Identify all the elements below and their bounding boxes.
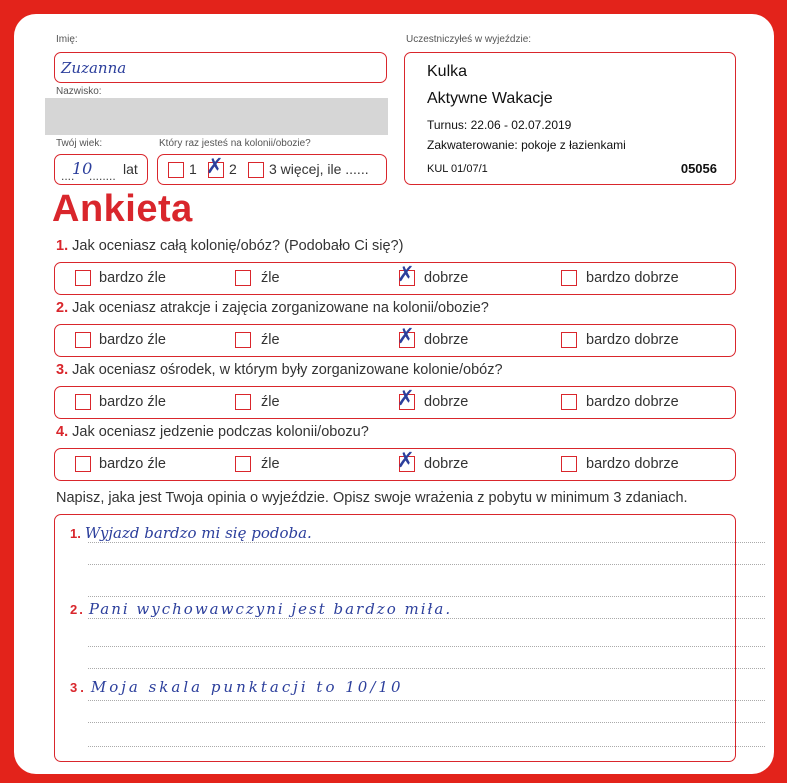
question-3: 3. Jak oceniasz ośrodek, w którym były zorganizowane kolonie/obóz? xyxy=(56,362,503,378)
check-mark-icon: ✗ xyxy=(397,386,415,410)
name-label: Imię: xyxy=(56,34,78,45)
line-divider xyxy=(88,646,765,647)
trip-turnus xyxy=(427,118,571,132)
question-1: 1. Jak oceniasz całą kolonię/obóz? (Podobało Ci się?) xyxy=(56,238,404,254)
turnus-value: 22.06 - 02.07.2019 xyxy=(470,118,572,132)
name-value: Zuzanna xyxy=(61,59,127,77)
q1-checkbox-bardzo-zle[interactable] xyxy=(75,270,91,286)
age-label: Twój wiek: xyxy=(56,138,103,149)
q2-checkbox-bardzo-zle[interactable] xyxy=(75,332,91,348)
q2-checkbox-bardzo-dobrze[interactable] xyxy=(561,332,577,348)
trip-accommodation xyxy=(427,138,626,152)
trip-info-box xyxy=(404,52,736,185)
rating-row-1: bardzo źle źle ✗ dobrze bardzo dobrze xyxy=(54,262,736,295)
opinion-line-2: 2. Pani wychowawczyni jest bardzo miła. xyxy=(70,600,453,618)
turnus-label: Turnus: xyxy=(427,118,468,132)
check-mark-icon: ✗ xyxy=(397,262,415,286)
check-mark-icon: ✗ xyxy=(397,448,415,472)
q3-checkbox-dobrze[interactable] xyxy=(397,386,415,410)
q2-checkbox-zle[interactable] xyxy=(235,332,251,348)
line-divider xyxy=(88,542,765,543)
q4-checkbox-dobrze[interactable] xyxy=(397,448,415,472)
q1-checkbox-dobrze[interactable] xyxy=(397,262,415,286)
q4-checkbox-bardzo-dobrze[interactable] xyxy=(561,456,577,472)
age-value: 10 xyxy=(72,159,93,178)
survey-title: Ankieta xyxy=(52,188,193,230)
opinion-prompt: Napisz, jaka jest Twoja opinia o wyjeździe. Opisz swoje wrażenia z pobytu w minimum 3 zdaniach. xyxy=(56,490,688,506)
line-divider xyxy=(88,596,765,597)
times-option-2: 2 xyxy=(229,161,237,177)
times-checkbox-3[interactable] xyxy=(248,162,264,178)
q2-checkbox-dobrze[interactable] xyxy=(397,324,415,348)
trip-label: Uczestniczyłeś w wyjeździe: xyxy=(406,34,532,45)
name-field[interactable] xyxy=(54,52,387,83)
surname-label: Nazwisko: xyxy=(56,86,102,97)
accommodation-label: Zakwaterowanie: xyxy=(427,138,518,152)
age-dots-left: .... xyxy=(61,169,75,183)
age-dots-right: ........ xyxy=(89,169,116,183)
q4-checkbox-bardzo-zle[interactable] xyxy=(75,456,91,472)
line-divider xyxy=(88,618,765,619)
q1-checkbox-bardzo-dobrze[interactable] xyxy=(561,270,577,286)
rating-row-2: bardzo źle źle ✗ dobrze bardzo dobrze xyxy=(54,324,736,357)
rating-row-4: bardzo źle źle ✗ dobrze bardzo dobrze xyxy=(54,448,736,481)
trip-program: Aktywne Wakacje xyxy=(427,90,553,107)
times-label: Który raz jesteś na kolonii/obozie? xyxy=(159,138,311,149)
opinion-box[interactable] xyxy=(54,514,736,762)
line-divider xyxy=(88,746,765,747)
trip-number: 05056 xyxy=(680,161,717,176)
age-unit: lat xyxy=(123,161,138,177)
times-option-3: 3 więcej, ile ...... xyxy=(269,161,369,177)
opinion-line-3: 3. Moja skala punktacji to 10/10 xyxy=(70,678,404,696)
question-2: 2. Jak oceniasz atrakcje i zajęcia zorganizowane na kolonii/obozie? xyxy=(56,300,489,316)
trip-code: KUL 01/07/1 xyxy=(427,163,488,175)
line-divider xyxy=(88,700,765,701)
accommodation-value: pokoje z łazienkami xyxy=(521,138,626,152)
line-divider xyxy=(88,722,765,723)
surname-redacted xyxy=(45,98,388,135)
age-field[interactable] xyxy=(54,154,148,185)
times-option-1: 1 xyxy=(189,161,197,177)
rating-row-3: bardzo źle źle ✗ dobrze bardzo dobrze xyxy=(54,386,736,419)
question-4: 4. Jak oceniasz jedzenie podczas kolonii/obozu? xyxy=(56,424,369,440)
times-checkbox-2[interactable] xyxy=(206,154,224,178)
q3-checkbox-zle[interactable] xyxy=(235,394,251,410)
times-checkbox-1[interactable] xyxy=(168,162,184,178)
q1-checkbox-zle[interactable] xyxy=(235,270,251,286)
times-field xyxy=(157,154,387,185)
q3-checkbox-bardzo-dobrze[interactable] xyxy=(561,394,577,410)
trip-organizer: Kulka xyxy=(427,63,468,80)
line-divider xyxy=(88,668,765,669)
q3-checkbox-bardzo-zle[interactable] xyxy=(75,394,91,410)
check-mark-icon: ✗ xyxy=(397,324,415,348)
q4-checkbox-zle[interactable] xyxy=(235,456,251,472)
opinion-line-1: 1. Wyjazd bardzo mi się podoba. xyxy=(70,524,312,542)
line-divider xyxy=(88,564,765,565)
check-mark-icon: ✗ xyxy=(206,154,224,178)
